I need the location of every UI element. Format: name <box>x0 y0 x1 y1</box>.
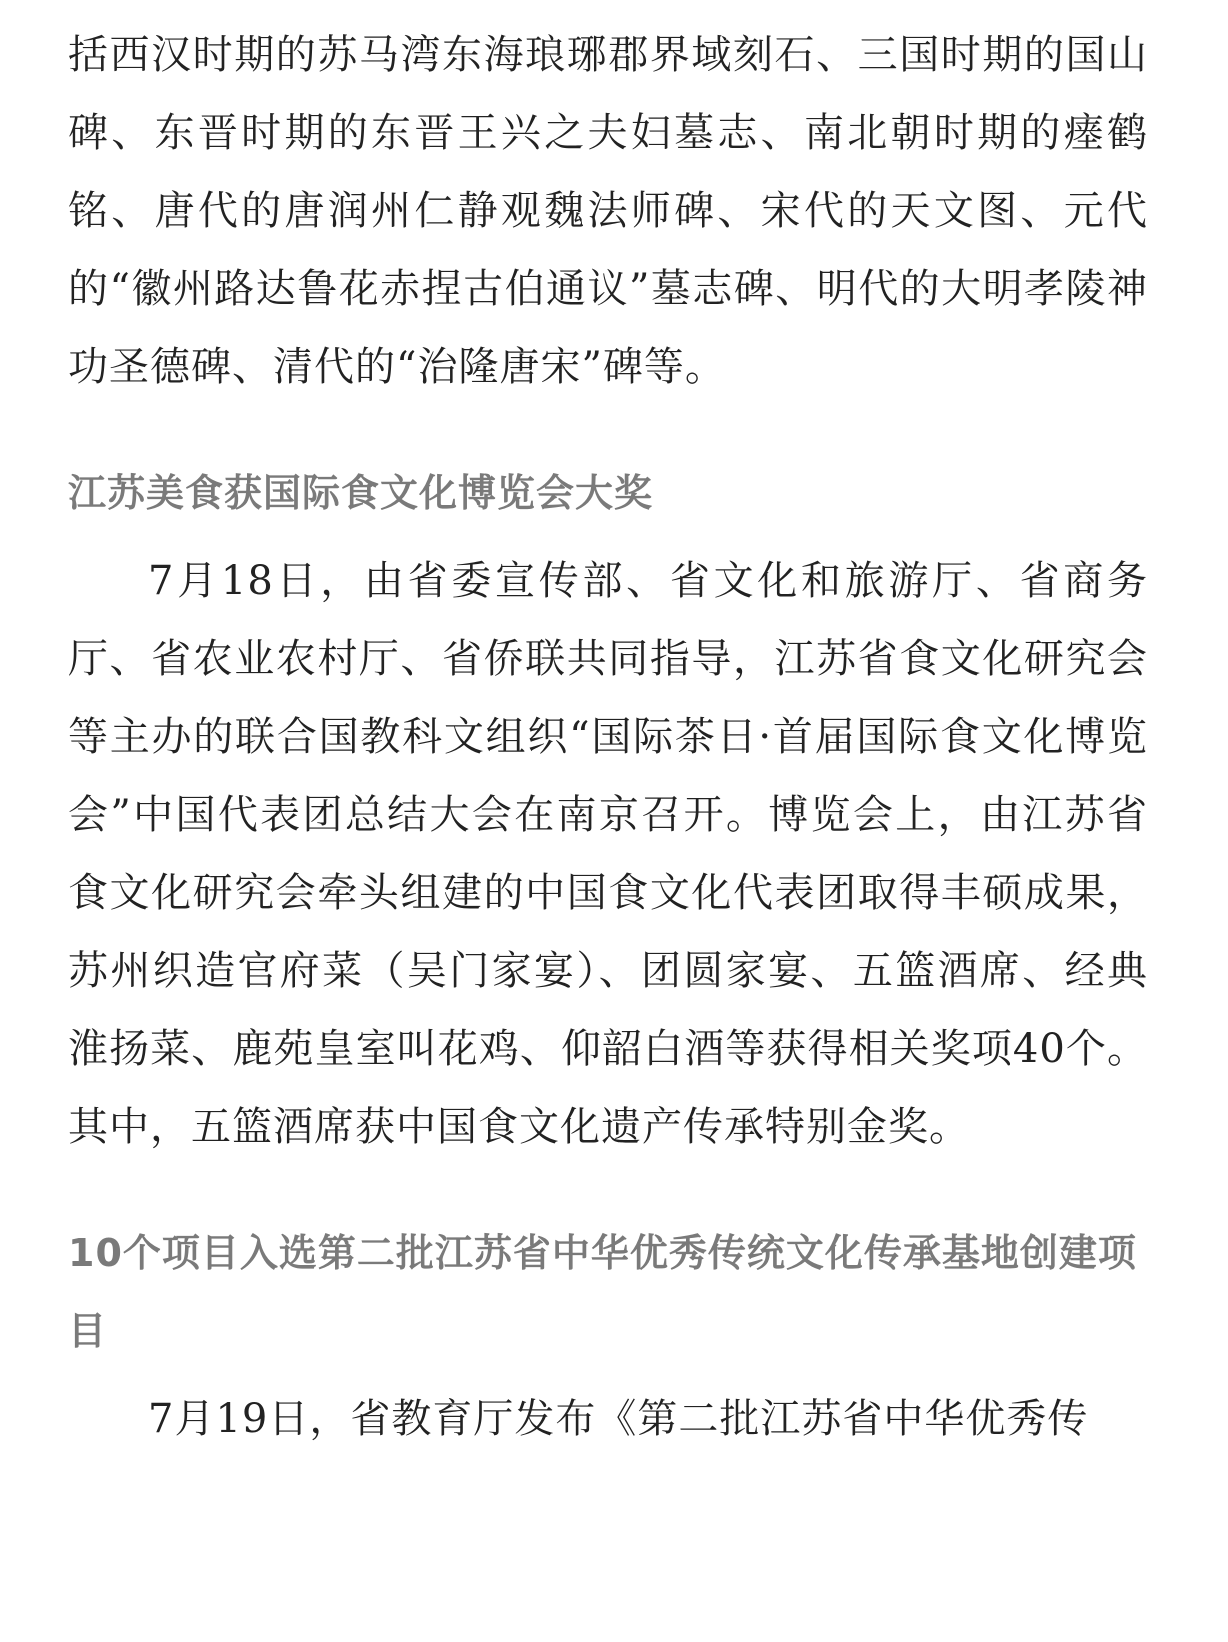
spacer <box>68 532 1148 542</box>
section-heading-food-award: 江苏美食获国际食文化博览会大奖 <box>68 471 654 515</box>
paragraph-food-award: 7月18日，由省委宣传部、省文化和旅游厅、省商务厅、省农业农村厅、省侨联共同指导，江苏省食文化研究会等主办的联合国教科文组织“国际茶日·首届国际食文化博览会”中国代表团总结大会在南京召开。博览会上，由江苏省食文化研究会牵头组建的中国食文化代表团取得丰硕成果，苏州织造官府菜（吴门家宴）、团圆家宴、五篮酒席、经典淮扬菜、鹿苑皇室叫花鸡、仰韶白酒等获得相关奖项40个。其中，五篮酒席获中国食文化遗产传承特别金奖。 <box>68 558 1148 1150</box>
spacer <box>68 1166 1148 1214</box>
document-page <box>68 0 1148 1458</box>
spacer <box>68 406 1148 454</box>
section-heading-culture-base: 10个项目入选第二批江苏省中华优秀传统文化传承基地创建项目 <box>68 1231 1137 1353</box>
paragraph-culture-base: 7月19日，省教育厅发布《第二批江苏省中华优秀传 <box>148 1396 1089 1442</box>
paragraph-continuation: 括西汉时期的苏马湾东海琅琊郡界域刻石、三国时期的国山碑、东晋时期的东晋王兴之夫妇墓志、南北朝时期的瘗鹤铭、唐代的唐润州仁静观魏法师碑、宋代的天文图、元代的“徽州路达鲁花赤捏古伯通议”墓志碑、明代的大明孝陵神功圣德碑、清代的“治隆唐宋”碑等。 <box>68 32 1148 390</box>
spacer <box>68 1370 1148 1380</box>
